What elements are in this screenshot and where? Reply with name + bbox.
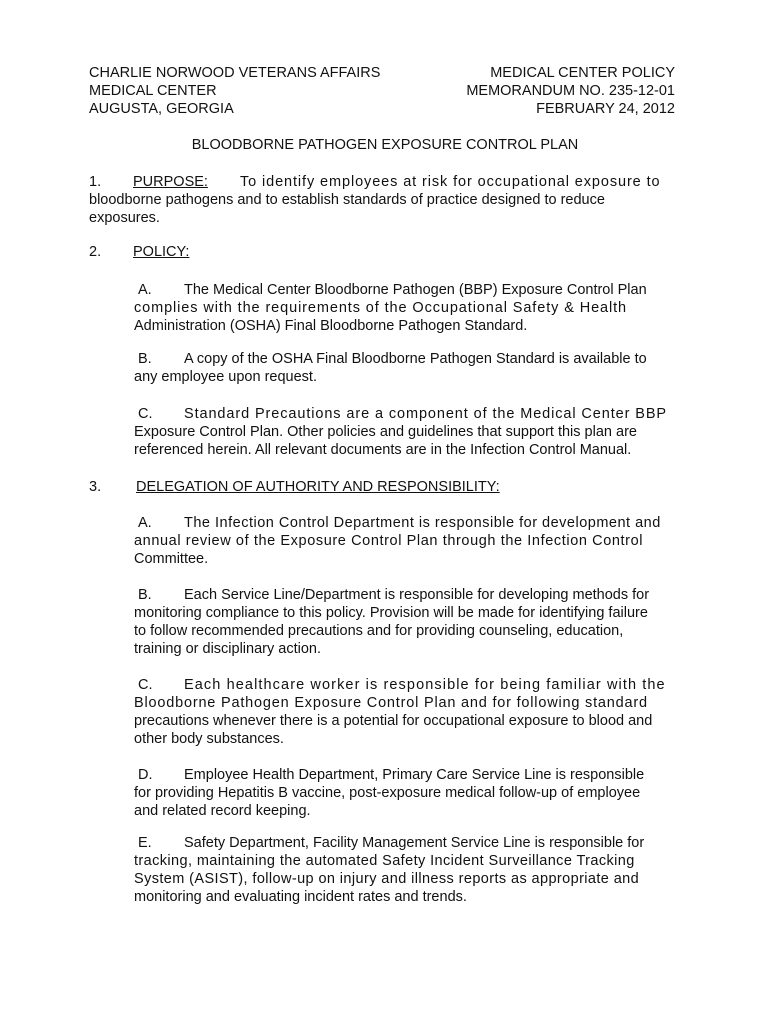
header-left-line: CHARLIE NORWOOD VETERANS AFFAIRS — [89, 65, 381, 81]
delegation-item-a — [134, 514, 677, 568]
item-text: Employee Health Department, Primary Care Service Line is responsible — [184, 767, 645, 783]
section-heading: POLICY: — [133, 244, 190, 260]
policy-item-a — [134, 281, 677, 335]
item-text: A copy of the OSHA Final Bloodborne Pathogen Standard is available to — [184, 351, 647, 367]
header-right-line: MEMORANDUM NO. 235-12-01 — [466, 83, 675, 99]
item-text: tracking, maintaining the automated Safety Incident Surveillance Tracking — [134, 853, 635, 869]
item-letter: C. — [138, 677, 153, 693]
item-text: other body substances. — [134, 731, 284, 747]
header-left — [89, 64, 419, 118]
header-right-line: MEDICAL CENTER POLICY — [490, 65, 675, 81]
item-text: and related record keeping. — [134, 803, 311, 819]
section-heading: PURPOSE: — [133, 174, 208, 190]
item-text: Bloodborne Pathogen Exposure Control Plan and for following standard — [134, 695, 648, 711]
item-text: The Medical Center Bloodborne Pathogen (BBP) Exposure Control Plan — [184, 282, 647, 298]
section-number: 2. — [89, 244, 102, 260]
delegation-item-b — [134, 586, 677, 658]
item-text: Each Service Line/Department is responsible for developing methods for — [184, 587, 650, 603]
section-text: To identify employees at risk for occupational exposure to — [239, 174, 661, 190]
item-text: The Infection Control Department is responsible for development and — [184, 515, 661, 531]
item-letter: D. — [138, 767, 153, 783]
policy-item-b — [134, 350, 677, 386]
item-letter: E. — [138, 835, 152, 851]
item-letter: A. — [138, 282, 152, 298]
item-text: any employee upon request. — [134, 369, 317, 385]
section-number: 1. — [89, 174, 102, 190]
item-text: Safety Department, Facility Management Service Line is responsible for — [184, 835, 645, 851]
item-text: referenced herein. All relevant documents are in the Infection Control Manual. — [134, 442, 632, 458]
header-right — [375, 64, 675, 118]
section-heading: DELEGATION OF AUTHORITY AND RESPONSIBILITY: — [136, 479, 500, 495]
item-text: training or disciplinary action. — [134, 641, 321, 657]
item-letter: C. — [138, 406, 153, 422]
item-text: Standard Precautions are a component of the Medical Center BBP — [184, 406, 667, 422]
section-delegation — [89, 478, 677, 496]
delegation-item-d — [134, 766, 677, 820]
item-letter: B. — [138, 587, 152, 603]
item-text: precautions whenever there is a potential for occupational exposure to blood and — [134, 713, 653, 729]
header-left-line: MEDICAL CENTER — [89, 83, 217, 99]
section-text: bloodborne pathogens and to establish standards of practice designed to reduce — [89, 192, 605, 208]
policy-item-c — [134, 405, 677, 459]
item-text: System (ASIST), follow-up on injury and illness reports as appropriate and — [134, 871, 640, 887]
item-text: to follow recommended precautions and for providing counseling, education, — [134, 623, 624, 639]
item-letter: A. — [138, 515, 152, 531]
item-text: Exposure Control Plan. Other policies and guidelines that support this plan are — [134, 424, 637, 440]
item-text: Committee. — [134, 551, 209, 567]
item-text: for providing Hepatitis B vaccine, post-exposure medical follow-up of employee — [134, 785, 641, 801]
item-text: Each healthcare worker is responsible for being familiar with the — [184, 677, 666, 693]
item-text: Administration (OSHA) Final Bloodborne Pathogen Standard. — [134, 318, 528, 334]
header-left-line: AUGUSTA, GEORGIA — [89, 101, 234, 117]
document-title: BLOODBORNE PATHOGEN EXPOSURE CONTROL PLAN — [191, 137, 579, 153]
item-text: annual review of the Exposure Control Plan through the Infection Control — [134, 533, 644, 549]
section-purpose — [89, 173, 677, 227]
section-text: exposures. — [89, 210, 160, 226]
delegation-item-e — [134, 834, 677, 906]
item-letter: B. — [138, 351, 152, 367]
section-policy — [89, 243, 677, 261]
header-right-line: FEBRUARY 24, 2012 — [536, 101, 675, 117]
item-text: monitoring compliance to this policy. Provision will be made for identifying failure — [134, 605, 648, 621]
item-text: complies with the requirements of the Occupational Safety & Health — [134, 300, 628, 316]
delegation-item-c — [134, 676, 677, 748]
item-text: monitoring and evaluating incident rates and trends. — [134, 889, 467, 905]
section-number: 3. — [89, 479, 102, 495]
